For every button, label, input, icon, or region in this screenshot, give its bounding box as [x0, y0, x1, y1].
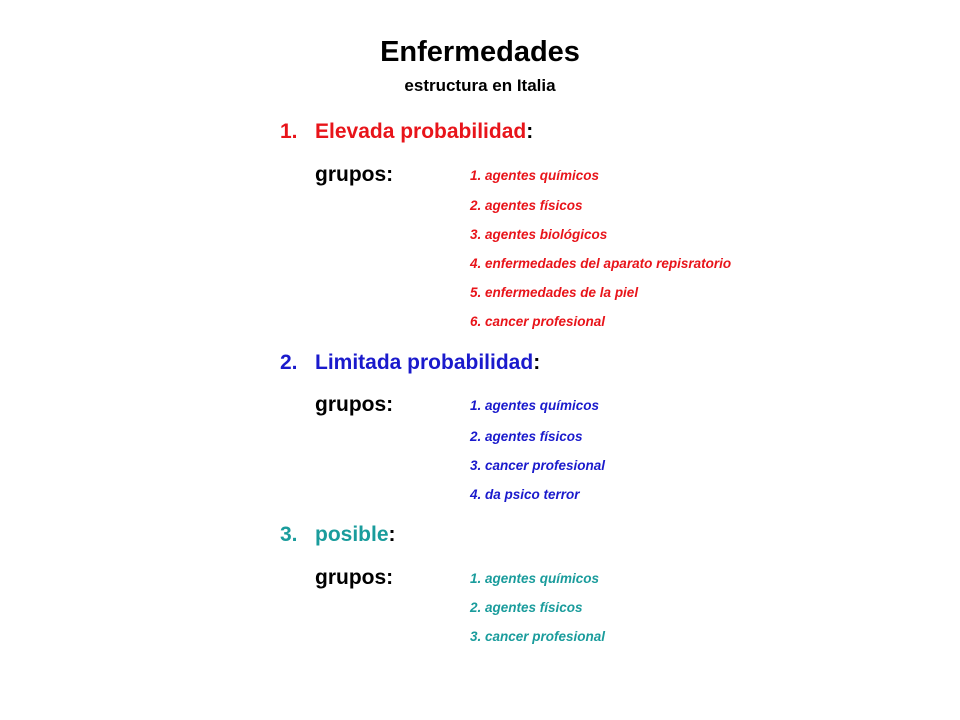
- section-2-item: 3. cancer profesional: [470, 458, 606, 473]
- page-subtitle: estructura en Italia: [404, 76, 556, 95]
- section-3-item: 1. agentes químicos: [470, 571, 600, 586]
- section-2-colon: :: [533, 351, 541, 374]
- section-1-item: 6. cancer profesional: [470, 314, 606, 329]
- section-1-item: 5. enfermedades de la piel: [470, 285, 639, 300]
- section-3-colon: :: [388, 523, 396, 546]
- section-2-item: 2. agentes físicos: [470, 429, 583, 444]
- section-1-colon: :: [526, 120, 534, 143]
- section-1-label: [315, 119, 533, 145]
- section-1-grupos-label: grupos:: [315, 163, 394, 186]
- section-2-item: 1. agentes químicos: [470, 398, 600, 413]
- section-2-item: 4. da psico terror: [470, 487, 580, 502]
- section-1-item: 3. agentes biológicos: [470, 227, 608, 242]
- section-3-label-text: posible: [315, 523, 389, 546]
- page-title: Enfermedades: [380, 36, 580, 68]
- section-2-label: [315, 350, 540, 376]
- section-3-item: 2. agentes físicos: [470, 600, 583, 615]
- section-3-item: 3. cancer profesional: [470, 629, 606, 644]
- section-1-item: 1. agentes químicos: [470, 168, 600, 183]
- section-2-number: 2.: [280, 351, 298, 374]
- section-2-label-text: Limitada probabilidad: [315, 351, 534, 374]
- section-2-grupos-label: grupos:: [315, 393, 394, 416]
- section-3-grupos-label: grupos:: [315, 566, 394, 589]
- section-1-label-text: Elevada probabilidad: [315, 120, 527, 143]
- section-3-number: 3.: [280, 523, 298, 546]
- section-1-item: 4. enfermedades del aparato repisratorio: [470, 256, 732, 271]
- section-1-number: 1.: [280, 120, 298, 143]
- section-3-label: [315, 522, 396, 548]
- section-1-item: 2. agentes físicos: [470, 198, 583, 213]
